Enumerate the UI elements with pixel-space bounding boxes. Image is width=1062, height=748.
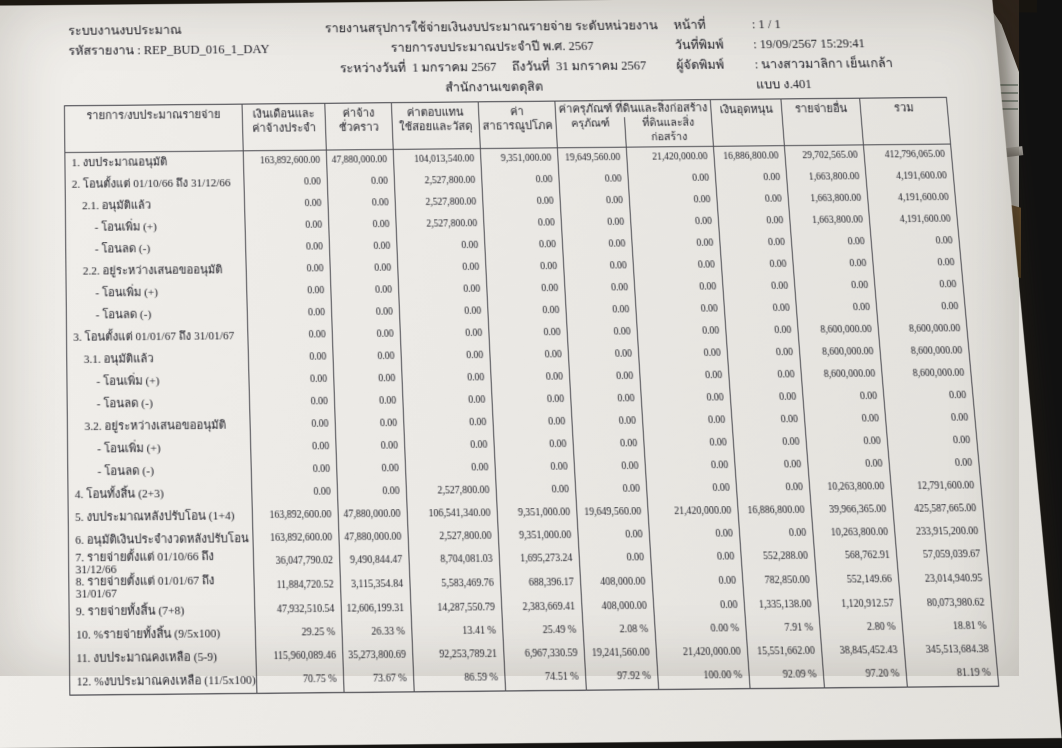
row-value: 4,191,600.00 [869,209,959,232]
row-value: 0.00 [722,276,795,299]
row-value: 2,383,669.41 [501,596,582,620]
row-value: 0.00 [653,595,745,619]
row-value: 0.00 [641,388,732,411]
row-value: 0.00 [329,236,397,258]
row-value: 345,513,684.38 [904,639,997,663]
row-value: 0.00 [331,280,400,303]
row-value: 21,420,000.00 [656,641,749,665]
row-value: 0.00 [398,279,487,302]
row-value: 2,527,800.00 [395,192,484,214]
row-value: 0.00 [332,324,401,347]
row-label: - โอนเพิ่ม (+) [67,370,249,394]
row-value: 0.00 [870,231,960,254]
row-label: 6. อนุมัติเงินประจำงวดหลังปรับโอน [68,528,253,553]
row-value: 0.00 [246,259,331,282]
row-value: 0.00 [731,409,805,432]
row-value: 233,915,200.00 [894,521,986,545]
report-title: รายงานสรุปการใช้จ่ายเงินงบประมาณรายจ่าย ระดับหน่วยงาน [324,18,658,36]
row-label: 10. %รายจ่ายทั้งสิ้น (9/5x100) [69,623,256,648]
row-value: 104,013,540.00 [393,149,481,172]
row-value: 0.00 [804,408,887,431]
row-value: 47,880,000.00 [339,526,409,550]
row-value: 8,600,000.00 [797,319,879,342]
row-value: 782,850.00 [742,570,817,595]
row-value: 18.81 % [902,615,995,639]
row-value: 412,796,065.00 [863,144,952,167]
row-value: 47,932,510.54 [255,598,342,622]
row-value: 9,351,000.00 [497,502,578,526]
row-value: 408,000.00 [581,595,654,619]
row-value: 0.00 [796,297,878,320]
row-value: 2,527,800.00 [396,214,485,237]
row-value: 29.25 % [255,622,342,646]
row-value: 0.00 [734,454,809,477]
col-salary: เงินเดือนและ ค่าจ้างประจำ [242,103,326,151]
row-value: 0.00 [646,478,737,502]
row-label: 3. โอนตั้งแต่ 01/01/67 ถึง 31/01/67 [66,325,248,349]
row-value: 0.00 [887,430,978,453]
row-value: 0.00 [481,170,559,192]
row-label: 3.1. อนุมัติแล้ว [67,348,249,372]
row-value: 92,253,789.21 [412,643,504,667]
row-value: 0.00 [491,367,571,390]
row-value: 9,351,000.00 [498,525,579,549]
row-value: 0.00 [327,171,395,193]
row-value: 2.08 % [583,619,656,643]
row-value: 2,527,800.00 [406,480,497,504]
col-utilities: ค่า สาธารณูปโภค [478,101,557,148]
row-value: 0.00 [404,435,494,458]
budget-table [64,97,999,696]
row-value: 0.00 [575,479,647,502]
system-name: ระบบงานงบประมาณ [68,22,182,38]
row-value: 0.00 % [654,618,746,642]
row-value: 0.00 [484,235,563,258]
row-value: 0.00 [488,322,567,345]
report-fiscal-year: รายการงบประมาณประจำปี พ.ศ. 2567 [390,38,594,55]
row-value: 0.00 [730,387,804,410]
row-value: 0.00 [244,172,328,194]
row-value: 0.00 [639,365,729,388]
row-value: 0.00 [397,257,486,280]
row-value: 6,967,330.59 [503,643,585,667]
col-equipment: ครุภัณฑ์ [556,117,627,148]
row-value: 0.00 [249,391,335,414]
row-value: 0.00 [649,523,741,547]
row-value: 552,149.66 [816,569,900,594]
row-label: 2.2. อยู่ระหว่างเสนอขออนุมัติ [66,260,247,284]
row-value: 1,663,800.00 [789,210,870,232]
row-value: 70.75 % [256,668,344,693]
row-value: 1,120,912.57 [818,593,902,617]
row-value: 0.00 [486,278,565,301]
row-value: 0.00 [337,481,407,504]
row-value: 0.00 [638,343,728,366]
row-label: 11. งบประมาณคงเหลือ (5-9) [69,646,256,671]
row-value: 0.00 [248,325,333,348]
row-value: 21,420,000.00 [647,500,738,524]
report-office: สำนักงานเขตดุสิต [444,79,544,95]
row-value: 0.00 [630,211,719,234]
row-value: 0.00 [331,302,400,325]
row-value: 0.00 [569,366,641,389]
row-value: 0.00 [643,432,734,455]
row-value: 0.00 [334,391,403,414]
row-value: 1,695,273.24 [499,548,580,573]
row-value: 0.00 [571,411,643,434]
row-label: 12. %งบประมาณคงเหลือ (11/5x100) [70,669,257,695]
row-value: 39,966,365.00 [811,499,894,523]
row-value: 8,600,000.00 [881,363,972,386]
col-temp-wage: ค่าจ้างชั่วคราว [325,103,393,150]
row-value: 0.00 [637,321,727,344]
row-value: 8,600,000.00 [799,342,881,365]
col-equipment-group: ค่าครุภัณฑ์ ที่ดินและสิ่งก่อสร้าง [555,100,712,118]
row-value: 0.00 [485,256,564,279]
row-value: 0.00 [562,234,633,256]
row-value: 0.00 [635,299,725,322]
row-value: 688,396.17 [500,572,581,597]
col-compensation: ค่าตอบแทน ใช้สอยและวัสดุ [391,102,480,150]
row-value: 10,263,800.00 [812,522,896,546]
row-value: 8,600,000.00 [879,341,970,364]
row-value: 0.00 [330,258,398,281]
print-date-label: วันที่พิมพ์ [674,37,725,53]
row-value: 100.00 % [657,665,750,690]
row-label: - โอนเพิ่ม (+) [65,216,245,239]
row-value: 0.00 [794,275,876,298]
report-code: รหัสรายงาน : REP_BUD_016_1_DAY [68,41,270,58]
row-value: 163,892,600.00 [243,150,327,173]
report-header [68,12,981,101]
row-value: 0.00 [328,193,396,215]
row-value: 38,845,452.43 [821,640,905,664]
row-value: 0.00 [559,169,629,191]
row-value: 0.00 [876,297,966,320]
row-value: 0.00 [872,253,962,276]
row-value: 97.92 % [585,665,659,690]
row-value: 0.00 [739,523,814,547]
row-value: 0.00 [652,570,744,595]
row-value: 16,886,800.00 [713,146,786,169]
row-label: 8. รายจ่ายตั้งแต่ 01/01/67 ถึง 31/01/67 [69,575,255,601]
row-value: 0.00 [403,390,493,413]
row-value: 163,892,600.00 [253,527,340,551]
row-value: 568,762.91 [814,545,898,570]
row-value: 0.00 [791,232,872,255]
row-value: 25.49 % [502,619,584,643]
row-label: - โอนเพิ่ม (+) [67,437,251,461]
row-value: 0.00 [496,479,577,503]
row-value: 0.00 [402,368,492,391]
row-value: 8,704,081.03 [409,549,500,574]
print-date-value: : 19/09/2567 15:29:41 [752,36,866,52]
row-value: 5,583,469.76 [410,573,502,598]
row-label: - โอนลด (-) [66,238,246,262]
row-value: 115,960,089.46 [256,645,344,669]
row-value: 0.00 [629,190,718,212]
row-value: 0.00 [631,233,720,256]
row-value: 106,541,340.00 [407,503,498,527]
row-value: 26.33 % [342,621,413,645]
row-value: 47,880,000.00 [326,149,394,172]
row-label: - โอนลด (-) [67,392,250,416]
row-value: 19,649,560.00 [576,501,648,525]
row-label: - โอนลด (-) [68,460,252,484]
row-value: 97.20 % [823,663,908,688]
row-value: 0.00 [397,235,486,258]
row-value: 0.00 [490,345,570,368]
row-value: 74.51 % [504,666,586,691]
row-value: 2.80 % [819,616,903,640]
row-value: 1,335,138.00 [744,594,820,618]
row-label: 1. งบประมาณอนุมัติ [65,151,244,175]
row-value: 0.00 [250,414,336,437]
row-value: 0.00 [487,300,566,323]
row-value: 0.00 [560,191,630,213]
row-value: 35,273,800.69 [343,644,414,668]
row-value: 0.00 [399,301,488,324]
row-value: 0.00 [249,369,334,392]
row-value: 0.00 [883,385,974,408]
row-value: 0.00 [573,433,645,456]
row-value: 0.00 [563,256,634,279]
row-value: 0.00 [579,547,652,572]
page-label: หน้าที่ [673,17,707,33]
row-value: 0.00 [574,456,646,479]
col-other-expense: รายจ่ายอื่น [781,98,863,145]
row-value: 0.00 [401,345,491,368]
row-value: 0.00 [807,454,890,477]
row-value: 0.00 [725,320,799,343]
row-value: 0.00 [336,458,406,481]
table-body [65,144,999,695]
row-value: 0.00 [633,255,722,278]
row-value: 0.00 [400,323,490,346]
row-value: 14,287,550.79 [411,597,503,621]
row-value: 80,073,980.62 [900,592,993,616]
row-label: 2.1. อนุมัติแล้ว [65,194,245,217]
row-value: 0.00 [728,365,802,388]
row-value: 0.00 [566,300,637,323]
row-value: 0.00 [251,459,337,482]
row-value: 0.00 [248,347,333,370]
row-value: 0.00 [494,434,574,457]
row-value: 0.00 [247,303,332,326]
row-value: 57,059,039.67 [896,544,988,569]
row-value: 0.00 [333,368,402,391]
row-value: 0.00 [570,388,642,411]
row-value: 9,351,000.00 [480,148,558,171]
row-value: 3,115,354.84 [340,574,410,599]
row-value: 73.67 % [343,668,414,693]
row-value: 1,663,800.00 [786,167,867,189]
table-header [64,97,950,152]
row-label: 7. รายจ่ายตั้งแต่ 01/10/66 ถึง 31/12/66 [69,551,254,577]
row-value: 0.00 [724,298,798,321]
row-value: 92.09 % [748,664,824,689]
row-value: 12,791,600.00 [890,475,982,499]
row-value: 29,702,565.00 [784,145,865,168]
row-value: 0.00 [405,457,496,481]
row-value: 0.00 [802,386,885,409]
row-value: 0.00 [716,189,789,211]
row-value: 2,527,800.00 [408,526,499,550]
row-value: 0.00 [561,212,632,234]
printed-by-label: ผู้จัดพิมพ์ [675,57,725,73]
printed-by-value: : นางสาวมาลิกา เย็นเกล้า [754,56,894,72]
row-value: 0.00 [250,436,336,459]
row-value: 86.59 % [413,667,505,692]
row-value: 0.00 [634,277,724,300]
row-value: 0.00 [806,431,889,454]
row-label: 3.2. อยู่ระหว่างเสนอขออนุมัติ [67,415,250,439]
row-value: 2,527,800.00 [394,171,482,193]
row-value: 0.00 [483,213,562,235]
row-value: 36,047,790.02 [253,550,340,575]
row-value: 0.00 [721,254,794,277]
row-value: 8,600,000.00 [801,364,883,387]
col-subsidy: เงินอุดหนุน [710,99,784,146]
row-value: 0.00 [333,346,402,369]
row-value: 0.00 [492,389,572,412]
row-value: 19,241,560.00 [584,642,657,666]
row-value: 13.41 % [411,620,503,644]
row-value: 0.00 [247,281,332,304]
row-value: 0.00 [495,457,575,480]
page-value: : 1 / 1 [751,17,782,32]
row-value: 0.00 [727,342,801,365]
row-value: 0.00 [578,524,651,548]
row-value: 10,263,800.00 [809,476,892,500]
row-value: 4,191,600.00 [865,166,954,188]
col-item: รายการ/งบประมาณรายจ่าย [64,104,243,152]
row-value: 0.00 [403,412,493,435]
row-value: 15,551,662.00 [747,640,823,664]
row-value: 552,288.00 [740,546,815,571]
row-value: 0.00 [885,408,976,431]
row-label: - โอนเพิ่ม (+) [66,281,247,305]
row-value: 81.19 % [905,662,998,687]
row-value: 47,880,000.00 [338,504,408,528]
row-label: 5. งบประมาณหลังปรับโอน (1+4) [68,505,253,530]
row-label: 2. โอนตั้งแต่ 01/10/66 ถึง 31/12/66 [65,173,244,196]
row-value: 0.00 [736,477,811,500]
row-value: 7.91 % [745,617,821,641]
row-label: 4. โอนทั้งสิ้น (2+3) [68,482,252,507]
row-value: 0.00 [642,410,733,433]
row-value: 23,014,940.95 [898,568,991,593]
row-value: 9,490,844.47 [339,549,409,574]
form-number: แบบ ง.401 [755,76,813,92]
row-value: 0.00 [874,275,964,298]
row-value: 0.00 [650,546,742,571]
col-land-construction: ที่ดินและสิ่งก่อสร้าง [624,116,713,147]
row-value: 425,587,665.00 [892,498,984,522]
row-label: - โอนลด (-) [66,303,247,327]
row-value: 0.00 [888,453,980,477]
row-value: 11,884,720.52 [254,574,341,599]
row-value: 0.00 [328,215,396,237]
row-value: 0.00 [719,232,792,254]
row-value: 0.00 [245,215,329,238]
row-value: 1,663,800.00 [788,188,869,210]
col-total: รวม [860,97,951,145]
row-value: 0.00 [493,411,573,434]
row-value: 0.00 [245,237,329,260]
row-value: 0.00 [733,432,807,455]
row-value: 0.00 [482,191,560,213]
row-value: 0.00 [568,344,639,367]
row-value: 0.00 [335,413,404,436]
row-value: 0.00 [567,322,638,345]
row-value: 0.00 [244,194,328,216]
row-value: 19,649,560.00 [557,147,627,170]
row-value: 16,886,800.00 [737,500,812,524]
row-value: 0.00 [645,455,736,479]
row-value: 21,420,000.00 [626,146,715,169]
row-value: 0.00 [715,168,788,190]
row-label: 9. รายจ่ายทั้งสิ้น (7+8) [69,599,255,624]
row-value: 0.00 [252,482,338,506]
row-value: 4,191,600.00 [867,188,956,210]
row-value: 8,600,000.00 [878,319,968,342]
row-value: 163,892,600.00 [252,504,338,528]
row-value: 0.00 [628,168,717,190]
row-value: 408,000.00 [580,571,653,596]
row-value: 0.00 [792,254,874,277]
row-value: 12,606,199.31 [341,598,411,622]
report-date-range: ระหว่างวันที่ 1 มกราคม 2567 ถึงวันที่ 31 มกราคม 2567 [339,58,647,76]
row-value: 0.00 [718,211,791,233]
row-value: 0.00 [564,278,635,301]
row-value: 0.00 [336,436,405,459]
